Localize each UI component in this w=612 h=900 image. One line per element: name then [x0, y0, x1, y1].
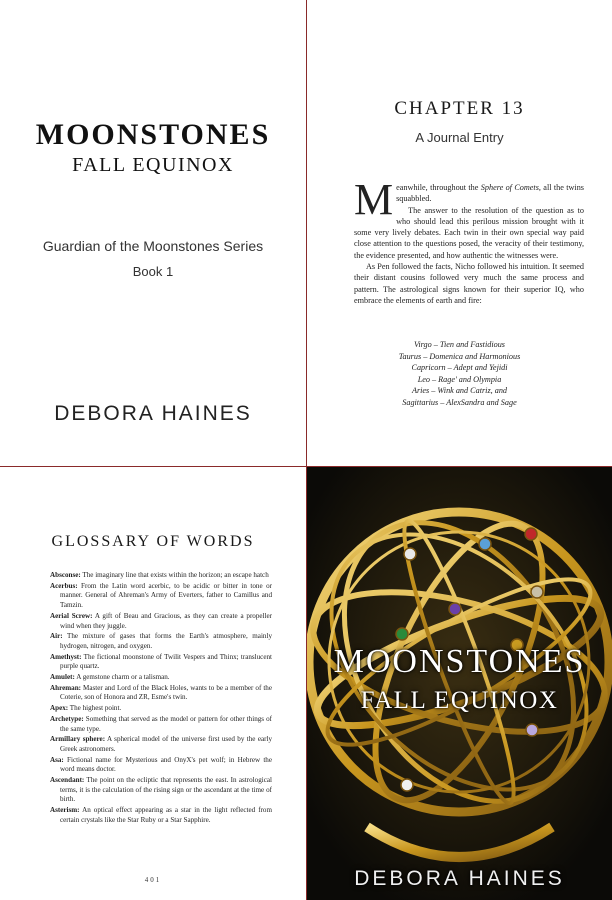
glossary-entry: [50, 735, 272, 754]
glossary-definition: Something that served as the model or pattern for other things of the same type.: [60, 714, 272, 733]
zodiac-twins-list: [307, 339, 612, 409]
cover-title: MOONSTONES: [333, 643, 586, 680]
list-item: Sagittarius – AlexSandra and Sage: [402, 397, 517, 407]
glossary-definition: The fictional moonstone of Twilit Vespers and Thinx; translucent purple quartz.: [60, 652, 272, 671]
paragraph-1: [354, 175, 584, 224]
chapter-heading: CHAPTER 13: [394, 98, 525, 119]
glossary-entry: [50, 571, 272, 581]
gemstone: [531, 586, 543, 598]
glossary-entry: [50, 673, 272, 683]
glossary-entry: [50, 612, 272, 631]
glossary-term: Asterism:: [50, 806, 80, 815]
horizontal-divider: [0, 466, 612, 467]
gemstone: [404, 548, 416, 560]
glossary-definition: A spherical model of the universe first used by the early Greek astronomers.: [60, 735, 272, 753]
list-item: Leo – Rage' and Olympia: [417, 374, 502, 384]
list-item: Taurus – Domenica and Harmonious: [398, 351, 521, 361]
book-title: MOONSTONES: [35, 118, 271, 151]
cover-author: DEBORA HAINES: [354, 867, 565, 890]
book-cover: [307, 467, 612, 900]
armillary-sphere-illustration: [307, 467, 612, 900]
glossary-definition: A gemstone charm or a talisman.: [74, 673, 170, 682]
glossary-term: Aerial Screw:: [50, 611, 93, 620]
glossary-entry: [50, 756, 272, 775]
glossary-entry: [50, 776, 272, 805]
paragraph-1-text: eanwhile, throughout the: [396, 183, 481, 192]
glossary-term: Ahreman:: [50, 683, 82, 692]
glossary-term: Apex:: [50, 704, 69, 713]
paragraph-2: The answer to the resolution of the question as to who should lead this perilous mission brought with it some very lively debates. Each twin in their own special way paid close attention to the questions posed, the veracity of their testimony, the evidence presented, and how authentic the witnesses were.: [354, 205, 584, 260]
glossary-definition: The imaginary line that exists within the horizon; an escape hatch: [80, 571, 269, 579]
sphere-of-comets-emphasis: Sphere of Comets: [480, 183, 539, 192]
list-item: Virgo – Tien and Fastidious: [414, 340, 505, 349]
glossary-entry: [50, 715, 272, 734]
glossary-term: Archetype:: [50, 714, 84, 723]
glossary-entry: [50, 653, 272, 672]
glossary-term: Air:: [50, 632, 63, 641]
glossary-definition: A gift of Beau and Gracious, as they can create a propeller wind when they juggle.: [60, 611, 272, 630]
glossary-entry: [50, 806, 272, 825]
list-item: Capricorn – Adept and Yejidi: [411, 363, 508, 373]
gemstone: [479, 538, 491, 550]
glossary-term: Amulet:: [50, 673, 75, 682]
glossary-term: Absconse:: [50, 571, 81, 579]
gemstone: [525, 528, 537, 540]
glossary-term: Ascendant:: [50, 776, 85, 785]
vertical-divider: [306, 0, 307, 900]
chapter-subheading: A Journal Entry: [415, 130, 504, 145]
glossary-definition: An optical effect appearing as a star in the light reflected from certain crystals like the Star Ruby or a Star Sapphire.: [60, 806, 272, 824]
glossary-term: Armillary sphere:: [50, 735, 106, 744]
paragraph-1-text-end: , all the twins squabbled.: [396, 183, 584, 204]
author-name: DEBORA HAINES: [54, 402, 252, 425]
chapter-page: [307, 0, 612, 466]
glossary-entry: [50, 704, 272, 714]
glossary-definition: Master and Lord of the Black Holes, wants to be a member of the Coterie, son of Honora and ZR, Esme's twin.: [60, 683, 272, 702]
glossary-heading: GLOSSARY OF WORDS: [51, 533, 255, 550]
book-number: Book 1: [132, 264, 174, 279]
gemstone: [396, 628, 408, 640]
list-item: Aries – Wink and Catriz, and: [411, 386, 508, 396]
chapter-body: [354, 175, 584, 306]
gemstone: [449, 603, 461, 615]
glossary-definition: The point on the ecliptic that represents the east. In astrological terms, it is the calculation of the rising sign or the ascendant at the time of birth.: [60, 776, 272, 804]
glossary-term: Acerbus:: [50, 581, 78, 590]
glossary-entry: [50, 684, 272, 703]
glossary-term: Asa:: [50, 755, 64, 764]
series-name: Guardian of the Moonstones Series: [42, 238, 264, 254]
glossary-term: Amethyst:: [50, 652, 82, 661]
glossary-definition: Fictional name for Mysterious and OnyX's pet wolf; in Hebrew the word means doctor.: [60, 755, 272, 774]
glossary-list: [50, 571, 272, 827]
title-page: [0, 0, 306, 466]
gemstone: [526, 724, 538, 736]
gemstone: [401, 779, 413, 791]
paragraph-3: As Pen followed the facts, Nicho followed his intuition. It seemed their distant cousins followed very much the same process and pattern. The astrological signs known for their superior IQ, who embrace the elements of earth and fire:: [354, 262, 584, 305]
glossary-definition: The highest point.: [68, 704, 122, 713]
glossary-entry: [50, 632, 272, 651]
glossary-entry: [50, 582, 272, 611]
cover-subtitle: FALL EQUINOX: [360, 687, 559, 714]
glossary-definition: From the Latin word acerbic, to be acidic or bitter in tone or manner. General of Ahreman's Army of Everters, father to Camillus and Tamzin.: [60, 581, 272, 610]
glossary-definition: The mixture of gases that forms the Earth's atmosphere, mainly hydrogen, nitrogen, and oxygen.: [60, 632, 272, 650]
drop-cap: M: [354, 175, 394, 224]
book-subtitle: FALL EQUINOX: [72, 154, 234, 176]
page-number: 401: [144, 876, 162, 884]
glossary-page: [0, 467, 306, 900]
